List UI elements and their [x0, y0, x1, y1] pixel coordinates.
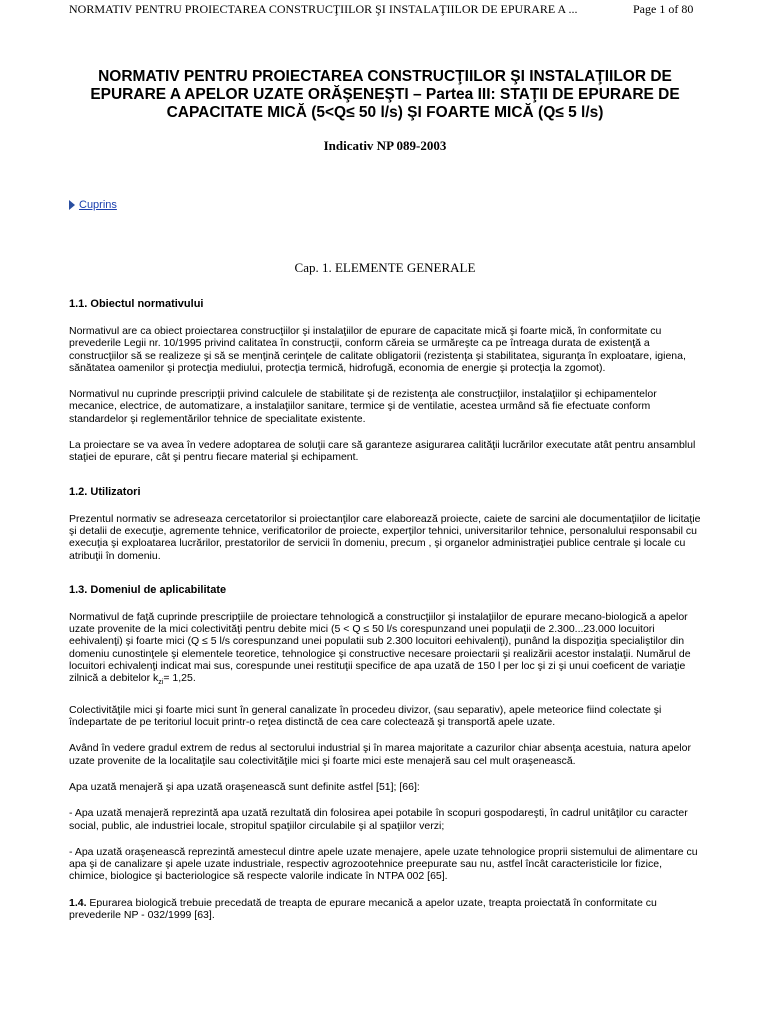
paragraph: Normativul are ca obiect proiectarea construcţiilor şi instalaţiilor de epurare de capacitate mică şi foarte mică, în conformitate cu prevederile Legii nr. 10/1995 privind calitatea în construcţii, conform căreia se urmăreşte ca pe întreaga durata de existenţă a construcţiilor să se realizeze şi să se menţină cerinţele de calitate obligatorii (rezistenţa şi stabilitatea, siguranţa în exploatare, igiena, sănătatea oamenilor şi protecţia mediului, protecţia termică, hidrofugă, economia de energie şi protecţia la zgomot).: [69, 325, 686, 374]
document-body: [69, 68, 701, 935]
title-line-2: EPURARE A APELOR UZATE ORĂŞENEŞTI – Partea III: STAŢII DE EPURARE DE: [90, 86, 680, 103]
paragraph-text: Epurarea biologică trebuie precedată de treapta de epurare mecanică a apelor uzate, treapta proiectată în conformitate cu prevederile NP - 032/1999 [63].: [69, 896, 657, 921]
paragraph: Normativul nu cuprinde prescripţii privind calculele de stabilitate şi de rezistenţa ale construcţiilor, instalaţiilor şi echipamentelor mecanice, electrice, de automatizare, a instalaţiilor sanitare, termice şi de ventilatie, acestea urmând să fie efectuate conform standardelor şi reglementărilor tehnice de specialitate existente.: [69, 388, 657, 425]
subscript: zi: [158, 679, 164, 687]
triangle-right-icon: [69, 200, 75, 210]
paragraph-text: = 1,25.: [163, 672, 196, 685]
section-heading-1-3: 1.3. Domeniul de aplicabilitate: [69, 583, 227, 596]
document-title: [69, 68, 701, 122]
chapter-heading: Cap. 1. ELEMENTE GENERALE: [294, 260, 476, 275]
paragraph: Apa uzată menajeră şi apa uzată oraşenească sunt definite astfel [51]; [66]:: [69, 780, 420, 793]
page-indicator: Page 1 of 80: [633, 2, 694, 16]
paragraph: Având în vedere gradul extrem de redus al sectorului industrial şi în marea majoritate a cazurilor chiar absenţa acestuia, natura apelor uzate provenite de la localitaţile sau colectivităţile mici şi foarte mici este menajeră sau cel mult oraşenească.: [69, 742, 691, 767]
section-number: 1.4.: [69, 896, 87, 909]
paragraph: - Apa uzată oraşenească reprezintă amestecul dintre apele uzate menajere, apele uzate tehnologice proprii sistemului de alimentare cu apa şi de canalizare şi apele uzate industriale, respectiv agrozootehnice preepurate sau nu, astfel încât caracteristicile lor fizice, chimice, biologice şi bacteriologice să respecte valorile indicate în NTPA 002 [65].: [69, 845, 698, 883]
paragraph: Colectivităţile mici şi foarte mici sunt în general canalizate în procedeu divizor, (sau separativ), apele meteorice fiind colectate şi îndepartate de pe teritoriul locuit printr-o reţea distinctă de cea care colectează şi transportă apele uzate.: [69, 703, 662, 729]
section-heading-1-1: 1.1. Obiectul normativului: [69, 298, 204, 310]
paragraph-1-4: [69, 897, 701, 922]
title-line-1: NORMATIV PENTRU PROIECTAREA CONSTRUCŢIILOR ŞI INSTALAŢIILOR DE: [98, 68, 672, 85]
document-indicativ: Indicativ NP 089-2003: [323, 138, 447, 153]
paragraph: [69, 611, 701, 690]
running-title: NORMATIV PENTRU PROIECTAREA CONSTRUCŢIILOR ŞI INSTALAŢIILOR DE EPURARE A ...: [69, 2, 578, 16]
paragraph: - Apa uzată menajeră reprezintă apa uzată rezultată din folosirea apei potabile în scopuri gospodareşti, în cadrul unitâţilor cu caracter social, public, ale industriei locale, stropitul spaţiilor circulabile şi al spaţiilor verzi;: [69, 807, 688, 832]
paragraph: La proiectare se va avea în vedere adoptarea de soluţii care să garanteze asigurarea calităţii lucrărilor executate atât pentru ansamblul staţiei de epurare, cât şi pentru fiecare material şi echipament.: [69, 439, 696, 464]
cuprins-link[interactable]: Cuprins: [79, 199, 117, 211]
page-header: [0, 0, 768, 18]
paragraph-text: Normativul de faţă cuprinde prescripţiile de proiectare tehnologică a construcţiilor şi instalaţiilor de epurare mecano-biologică a apelor uzate provenite de la mici colectivităţi pentru debite mici (5 < Q ≤ 50 l/s corespunzand unei populaţii de 2.300...23.000 locuitori eehivalenţi) şi foarte mici (Q ≤ 5 l/s corespunzand unei populatii sub 2.300 locuitori eehivalenţi), punând la dispoziţia specialiştilor din domeniu cunostinţele şi elementele teoretice, tehnologice şi constructive necesare proiectarii şi realizării acestor instalaţii. Numărul de locuitori echivalenţi indicat mai sus, corespunde unei restituţii specifice de apa uzată de 150 l per loc şi zi şi unui coeficent de variaţie zilnică a debitelor k: [69, 610, 691, 685]
section-heading-1-2: 1.2. Utilizatori: [69, 485, 141, 498]
title-line-3: CAPACITATE MICĂ (5<Q≤ 50 l/s) ŞI FOARTE MICĂ (Q≤ 5 l/s): [166, 104, 604, 121]
cuprins-nav[interactable]: [69, 198, 701, 212]
paragraph: Prezentul normativ se adreseaza cercetatorilor si proiectanţilor care elaborează proiecte, caiete de sarcini ale documentaţiilor de licitaţie şi detalii de execuţie, agremente tehnice, verificatorilor de proiecte, experţilor tehnici, universitarilor tehnice, personalului responsabil cu execuţia şi exploatarea lucrărilor, prestatorilor de servicii în domeniu, precum , şi organelor administraţiei publice centrale şi locale cu atribuţii în domeniu.: [69, 512, 701, 562]
